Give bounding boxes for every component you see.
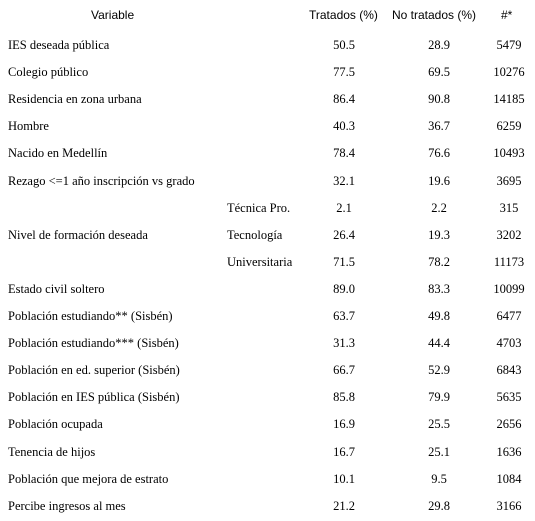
- cell-count: 3202: [496, 228, 522, 242]
- cell-no-tratados: 44.4: [428, 336, 450, 350]
- row-label: IES deseada pública: [8, 38, 110, 52]
- cell-no-tratados: 25.5: [428, 417, 450, 431]
- row-label: Hombre: [8, 119, 49, 133]
- cell-no-tratados: 25.1: [428, 445, 450, 459]
- cell-tratados: 66.7: [333, 363, 355, 377]
- cell-tratados: 2.1: [336, 201, 352, 215]
- cell-count: 315: [499, 201, 519, 215]
- cell-tratados: 10.1: [333, 472, 355, 486]
- cell-count: 1084: [496, 472, 522, 486]
- row-label: Población en IES pública (Sisbén): [8, 390, 180, 404]
- header-no-tratados: No tratados (%): [392, 8, 477, 22]
- cell-count: 4703: [496, 336, 522, 350]
- cell-no-tratados: 52.9: [428, 363, 450, 377]
- cell-count: 5479: [496, 38, 522, 52]
- cell-count: 1636: [496, 445, 522, 459]
- header-count: #*: [501, 8, 513, 22]
- row-sublabel: Tecnología: [227, 228, 283, 242]
- cell-count: 3695: [496, 174, 522, 188]
- cell-tratados: 16.9: [333, 417, 355, 431]
- cell-tratados: 26.4: [333, 228, 355, 242]
- header-variable: Variable: [91, 8, 135, 22]
- cell-tratados: 85.8: [333, 390, 355, 404]
- cell-no-tratados: 69.5: [428, 65, 450, 79]
- cell-no-tratados: 90.8: [428, 92, 450, 106]
- cell-no-tratados: 2.2: [431, 201, 447, 215]
- cell-count: 3166: [496, 499, 522, 513]
- cell-tratados: 32.1: [333, 174, 355, 188]
- row-label: Percibe ingresos al mes: [8, 499, 126, 513]
- cell-count: 2656: [496, 417, 522, 431]
- cell-count: 6259: [496, 119, 522, 133]
- cell-no-tratados: 79.9: [428, 390, 450, 404]
- row-label: Tenencia de hijos: [8, 445, 96, 459]
- group-label: Nivel de formación deseada: [8, 228, 148, 242]
- cell-tratados: 71.5: [333, 255, 355, 269]
- cell-tratados: 77.5: [333, 65, 355, 79]
- row-label: Nacido en Medellín: [8, 146, 108, 160]
- row-label: Rezago <=1 año inscripción vs grado: [8, 174, 195, 188]
- cell-tratados: 89.0: [333, 282, 355, 296]
- cell-count: 10099: [493, 282, 525, 296]
- row-label: Población ocupada: [8, 417, 103, 431]
- cell-count: 14185: [493, 92, 525, 106]
- cell-tratados: 31.3: [333, 336, 355, 350]
- cell-tratados: 86.4: [333, 92, 355, 106]
- cell-no-tratados: 76.6: [428, 146, 450, 160]
- cell-count: 5635: [496, 390, 522, 404]
- cell-tratados: 78.4: [333, 146, 355, 160]
- cell-tratados: 40.3: [333, 119, 355, 133]
- cell-count: 6477: [496, 309, 522, 323]
- cell-tratados: 63.7: [333, 309, 355, 323]
- cell-no-tratados: 36.7: [428, 119, 450, 133]
- cell-no-tratados: 28.9: [428, 38, 450, 52]
- row-label: Población en ed. superior (Sisbén): [8, 363, 180, 377]
- cell-tratados: 50.5: [333, 38, 355, 52]
- row-label: Residencia en zona urbana: [8, 92, 142, 106]
- cell-no-tratados: 78.2: [428, 255, 450, 269]
- cell-count: 10493: [493, 146, 525, 160]
- row-label: Población estudiando*** (Sisbén): [8, 336, 179, 350]
- cell-no-tratados: 49.8: [428, 309, 450, 323]
- header-tratados: Tratados (%): [309, 8, 378, 22]
- row-sublabel: Universitaria: [227, 255, 293, 269]
- cell-tratados: 21.2: [333, 499, 355, 513]
- row-label: Colegio público: [8, 65, 89, 79]
- cell-count: 11173: [493, 255, 525, 269]
- row-label: Población que mejora de estrato: [8, 472, 169, 486]
- row-sublabel: Técnica Pro.: [227, 201, 291, 215]
- cell-no-tratados: 29.8: [428, 499, 450, 513]
- cell-count: 6843: [496, 363, 522, 377]
- cell-no-tratados: 83.3: [428, 282, 450, 296]
- cell-count: 10276: [493, 65, 525, 79]
- cell-no-tratados: 19.3: [428, 228, 450, 242]
- row-label: Estado civil soltero: [8, 282, 105, 296]
- cell-no-tratados: 9.5: [431, 472, 447, 486]
- row-label: Población estudiando** (Sisbén): [8, 309, 173, 323]
- cell-tratados: 16.7: [333, 445, 355, 459]
- cell-no-tratados: 19.6: [428, 174, 450, 188]
